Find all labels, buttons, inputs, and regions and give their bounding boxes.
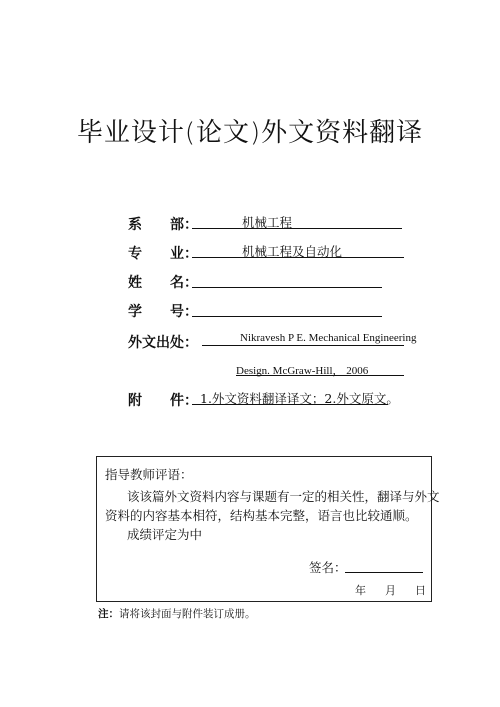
note-label: 注： (98, 608, 119, 620)
source-value-line1: Nikravesh P E. Mechanical Engineering (240, 332, 417, 344)
note-text: 请将该封面与附件装订成册。 (119, 608, 256, 620)
department-underline (192, 212, 402, 229)
date-month: 月 (385, 584, 396, 597)
student-id-underline (192, 300, 382, 317)
source-label: 外文出处： (128, 335, 198, 351)
advisor-comment-box (96, 456, 440, 602)
major-value: 机械工程及自动化 (242, 244, 343, 259)
footer-note (98, 606, 256, 621)
page-title: 毕业设计(论文)外文资料翻译 (76, 118, 424, 148)
comment-line-1: 该该篇外文资料内容与课题有一定的相关性，翻译与外文 (127, 489, 440, 504)
major-label: 专 业： (128, 246, 198, 262)
department-label: 系 部： (128, 217, 198, 233)
student-id-label: 学 号： (128, 304, 198, 320)
attachment-value: 1.外文资料翻译译文；2.外文原文。 (200, 391, 399, 406)
name-label: 姓 名： (128, 275, 198, 291)
name-underline (192, 271, 382, 288)
comment-line-3: 成绩评定为中 (127, 527, 203, 542)
date-year: 年 (355, 584, 366, 597)
date-day: 日 (415, 584, 426, 597)
attachment-label: 附 件： (128, 393, 198, 409)
signature-label: 签名： (309, 560, 347, 575)
comment-heading: 指导教师评语： (105, 467, 193, 482)
source-value-line2: Design. McGraw-Hill， 2006 (236, 365, 369, 377)
signature-underline (345, 556, 423, 573)
comment-line-2: 资料的内容基本相符，结构基本完整，语言也比较通顺。 (105, 508, 418, 523)
department-value: 机械工程 (242, 215, 293, 230)
